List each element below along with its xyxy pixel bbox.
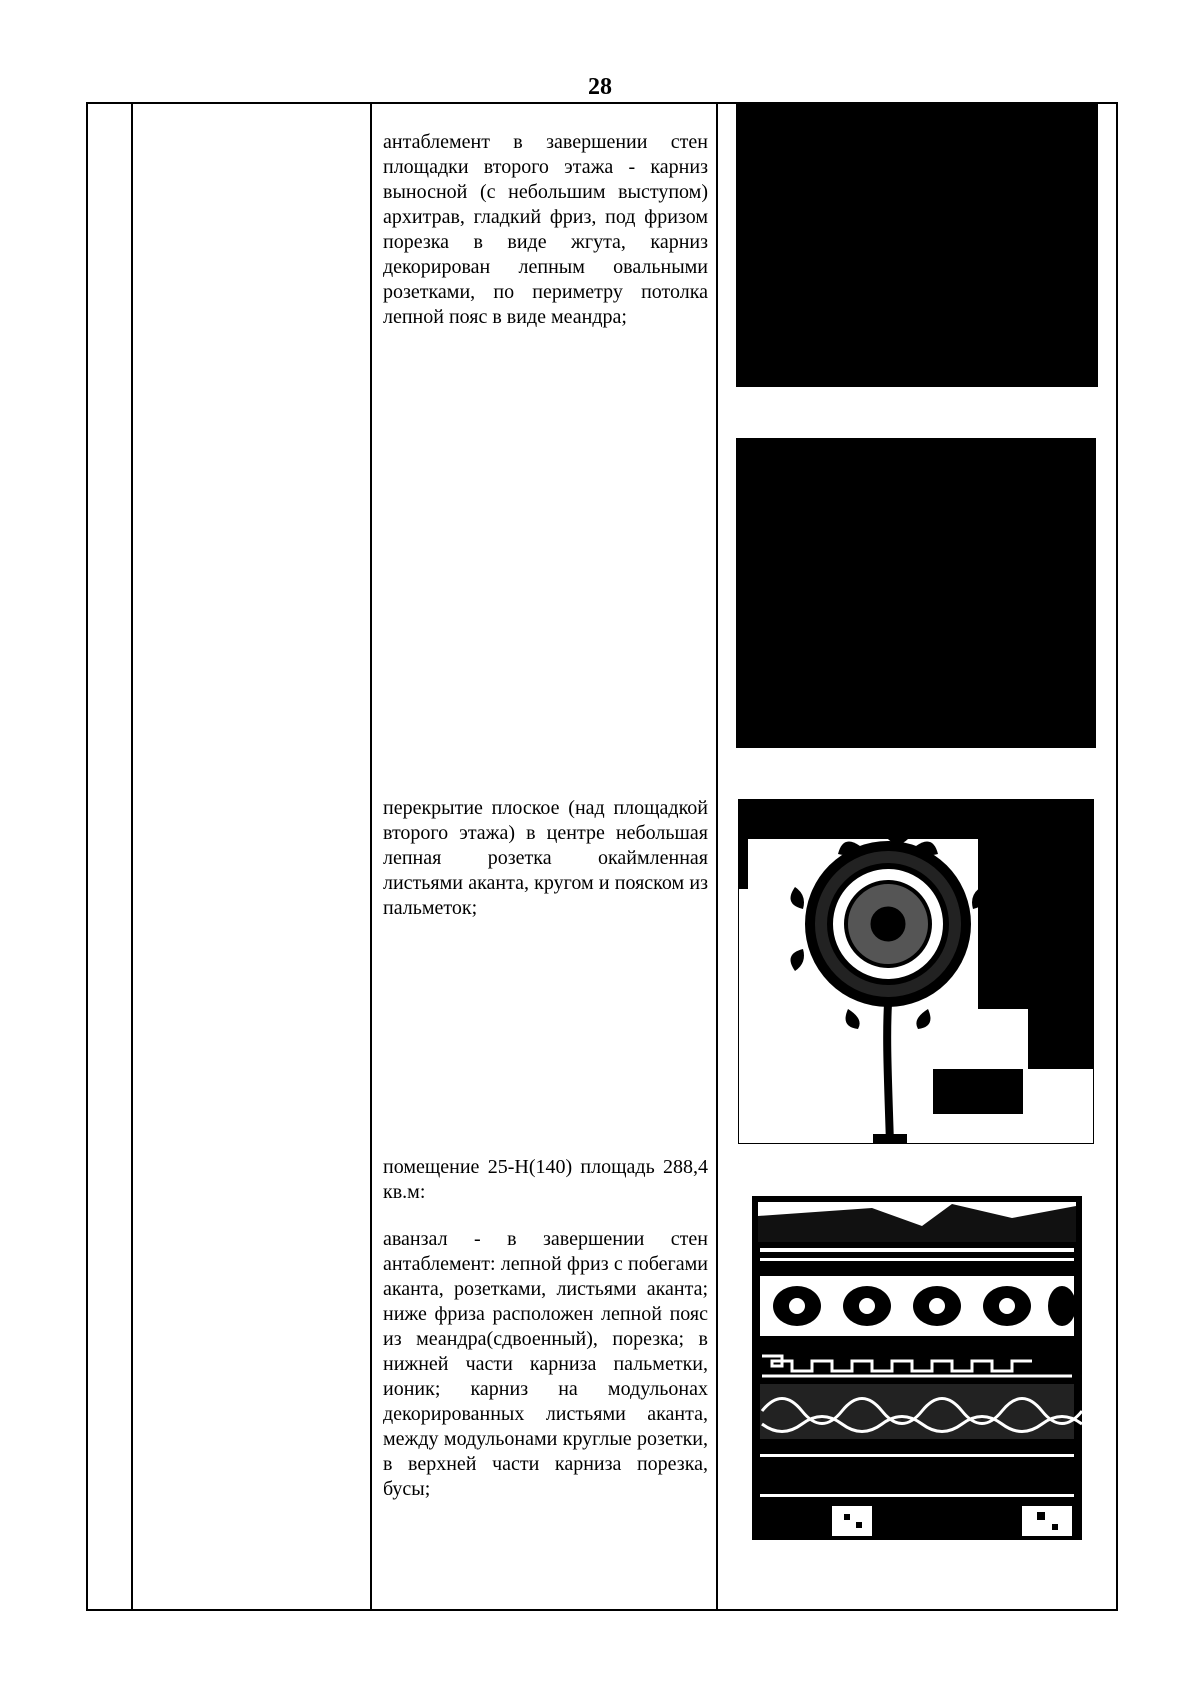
photo-avanzal-frieze	[752, 1196, 1082, 1540]
row-2-description	[383, 796, 708, 943]
column-divider-2	[370, 102, 372, 1611]
row-1-description	[383, 130, 708, 352]
row-2-text: перекрытие плоское (над площадкой второго этажа) в центре небольшая лепная розетка окаймленная листьями аканта, кругом и пояском из пальметок;	[383, 797, 708, 919]
page-number: 28	[588, 74, 612, 100]
row-1-text: антаблемент в завершении стен площадки второго этажа - карниз выносной (с небольшим выступом) архитрав, гладкий фриз, под фризом порезка в виде жгута, карниз декорирован лепным овальными розетками, по периметру потолка лепной пояс в виде меандра;	[383, 131, 708, 328]
row-3-text: аванзал - в завершении стен антаблемент: лепной фриз с побегами аканта, розетками, листьями аканта; ниже фриза расположен лепной пояс из меандра(сдвоенный), порезка; в нижней части карниза пальметки, ионик; карниз на модульонах декорированных листьями аканта, между модульонами круглые розетки, в верхней части карниза порезка, бусы;	[383, 1228, 708, 1500]
photo-ceiling-rosette	[738, 799, 1094, 1144]
room-heading: помещение 25-Н(140) площадь 288,4 кв.м:	[383, 1156, 708, 1203]
photo-entablature-1	[736, 102, 1098, 387]
row-3-description	[383, 1155, 708, 1524]
photo-entablature-2	[736, 438, 1096, 748]
column-divider-3	[716, 102, 718, 1611]
column-divider-1	[131, 102, 133, 1611]
